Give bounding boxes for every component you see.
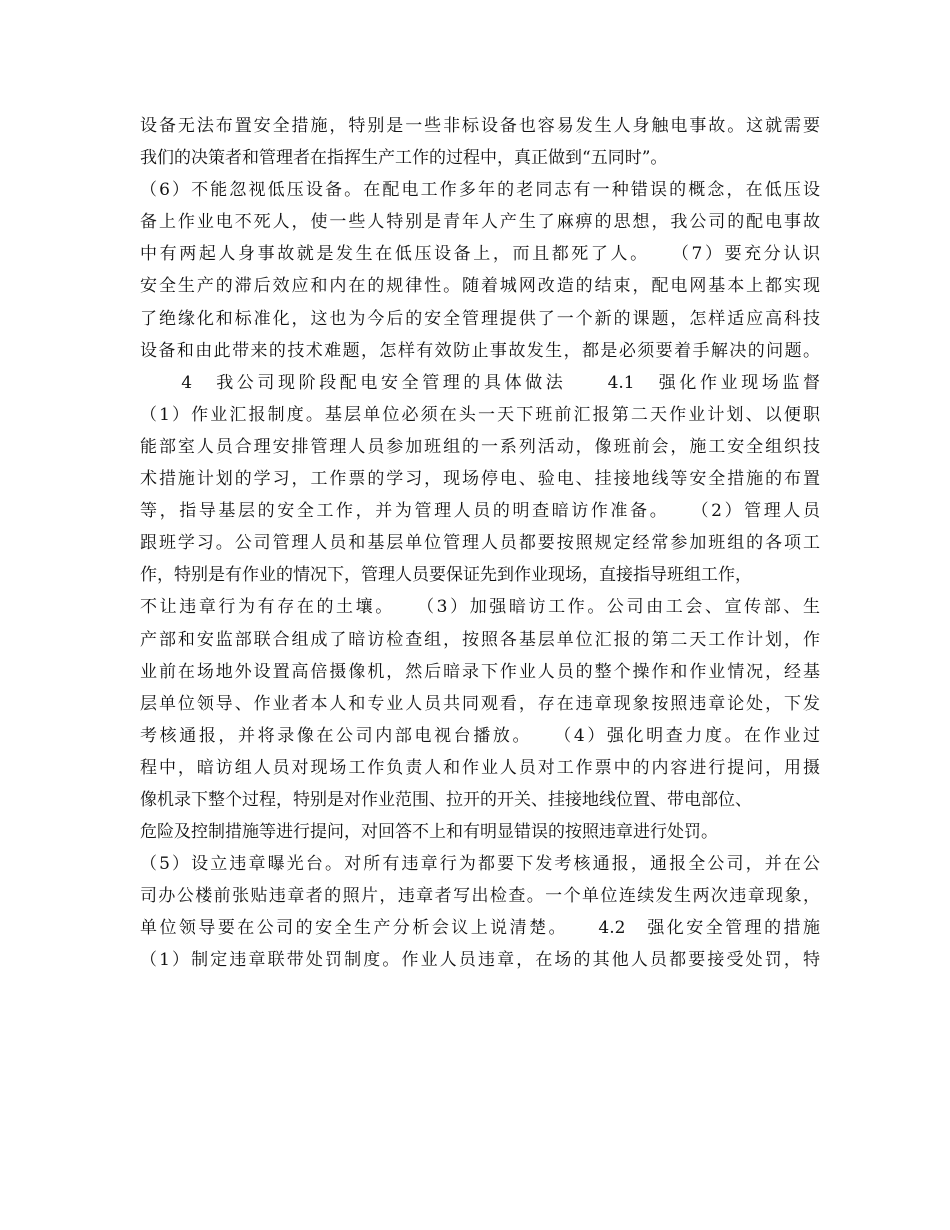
text-line: 备上作业电不死人，使一些人特别是青年人产生了麻痹的思想，我公司的配电事故 xyxy=(140,212,820,233)
text-line: 我们的决策者和管理者在指挥生产工作的过程中，真正做到“五同时”。 xyxy=(140,148,668,169)
text-line: 设备无法布置安全措施，特别是一些非标设备也容易发生人身触电事故。这就需要 xyxy=(140,116,820,136)
text-line: 司办公楼前张贴违章者的照片，违章者写出检查。一个单位连续发生两次违章现象， xyxy=(140,886,820,907)
text-line: 跟班学习。公司管理人员和基层单位管理人员都要按照规定经常参加班组的各项工 xyxy=(140,533,820,554)
text-line: 了绝缘化和标准化，这也为今后的安全管理提供了一个新的课题，怎样适应高科技 xyxy=(140,308,820,329)
text-line: 产部和安监部联合组成了暗访检查组，按照各基层单位汇报的第二天工作计划，作 xyxy=(140,629,820,650)
text-line: 能部室人员合理安排管理人员参加班组的一系列活动，像班前会，施工安全组织技 xyxy=(140,436,820,457)
text-line: 作，特别是有作业的情况下，管理人员要保证先到作业现场，直接指导班组工作， xyxy=(140,565,752,586)
text-line: 安全生产的滞后效应和内在的规律性。随着城网改造的结束，配电网基本上都实现 xyxy=(140,276,820,297)
text-line: （1）作业汇报制度。基层单位必须在头一天下班前汇报第二天作业计划、以便职 xyxy=(140,404,820,425)
text-line: 术措施计划的学习，工作票的学习，现场停电、验电、挂接地线等安全措施的布置 xyxy=(140,469,820,490)
text-line: （5）设立违章曝光台。对所有违章行为都要下发考核通报，通报全公司，并在公 xyxy=(140,854,820,875)
body-text xyxy=(140,110,820,977)
text-line: 像机录下整个过程，特别是对作业范围、拉开的开关、挂接地线位置、带电部位、 xyxy=(140,789,752,810)
text-line: 中有两起人身事故就是发生在低压设备上，而且都死了人。 （7）要充分认识 xyxy=(140,244,820,265)
text-line: 危险及控制措施等进行提问，对回答不上和有明显错误的按照违章进行处罚。 xyxy=(140,822,718,843)
text-line: 单位领导要在公司的安全生产分析会议上说清楚。 4.2 强化安全管理的措施 xyxy=(140,918,820,939)
text-line: 不让违章行为有存在的土壤。 （3）加强暗访工作。公司由工会、宣传部、生 xyxy=(140,597,820,618)
section-heading-line: 4 我公司现阶段配电安全管理的具体做法 4.1 强化作业现场监督 xyxy=(140,372,820,393)
text-line: 等，指导基层的安全工作，并为管理人员的明查暗访作准备。 （2）管理人员 xyxy=(140,501,820,522)
text-line: 设备和由此带来的技术难题，怎样有效防止事故发生，都是必须要着手解决的问题。 xyxy=(140,340,820,361)
text-line: 考核通报，并将录像在公司内部电视台播放。 （4）强化明查力度。在作业过 xyxy=(140,725,820,746)
text-line: （1）制定违章联带处罚制度。作业人员违章，在场的其他人员都要接受处罚，特 xyxy=(140,950,820,971)
text-line: 业前在场地外设置高倍摄像机，然后暗录下作业人员的整个操作和作业情况，经基 xyxy=(140,661,820,682)
text-line: 程中，暗访组人员对现场工作负责人和作业人员对工作票中的内容进行提问，用摄 xyxy=(140,757,820,778)
text-line: 层单位领导、作业者本人和专业人员共同观看，存在违章现象按照违章论处，下发 xyxy=(140,693,820,714)
text-line: （6）不能忽视低压设备。在配电工作多年的老同志有一种错误的概念，在低压设 xyxy=(140,180,820,201)
